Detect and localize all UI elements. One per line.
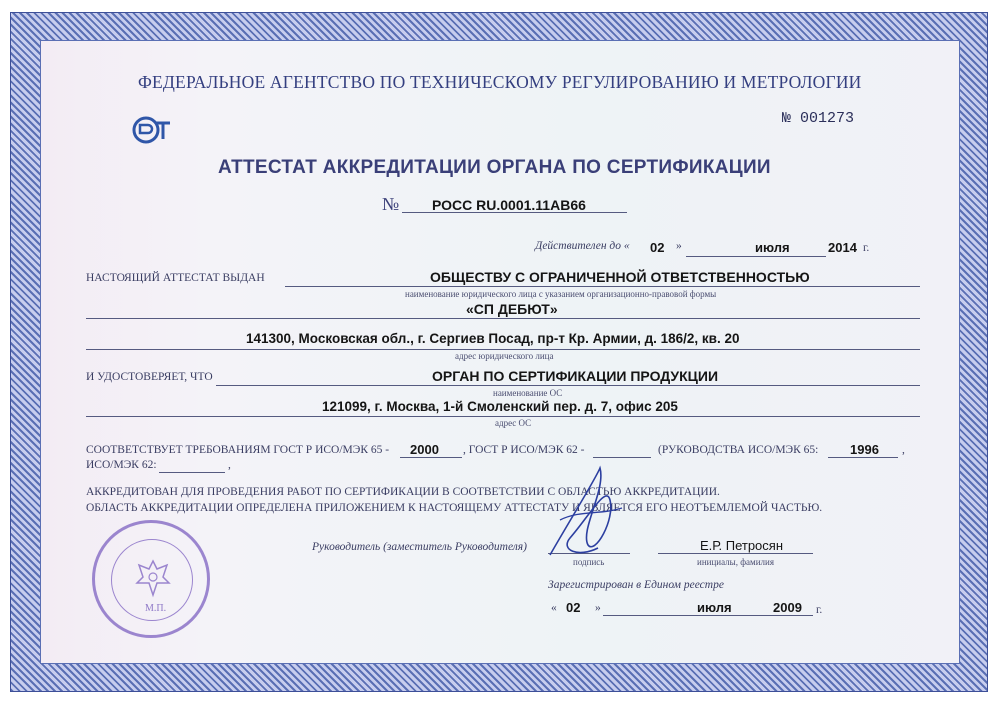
certification-body-name: ОРГАН ПО СЕРТИФИКАЦИИ ПРОДУКЦИИ xyxy=(432,368,719,384)
document-title: АТТЕСТАТ АККРЕДИТАЦИИ ОРГАНА ПО СЕРТИФИКАЦИИ xyxy=(218,157,771,178)
registry-day: 02 xyxy=(566,600,581,615)
gost65-underline xyxy=(400,457,462,458)
compliance-gost62-label: , ГОСТ Р ИСО/МЭК 62 - xyxy=(463,444,585,456)
agency-heading: ФЕДЕРАЛЬНОЕ АГЕНТСТВО ПО ТЕХНИЧЕСКОМУ РЕГУЛИРОВАНИЮ И МЕТРОЛОГИИ xyxy=(138,72,862,92)
guide65-comma: , xyxy=(902,444,905,456)
valid-day: 02 xyxy=(650,240,665,255)
organization-name-line1: ОБЩЕСТВУ С ОГРАНИЧЕННОЙ ОТВЕТСТВЕННОСТЬЮ xyxy=(430,269,810,285)
body-name-caption: наименование ОС xyxy=(493,388,563,398)
head-role-label: Руководитель (заместитель Руководителя) xyxy=(312,541,527,553)
guide62-underline xyxy=(159,472,225,473)
name-underline xyxy=(658,553,813,554)
double-eagle-emblem-icon xyxy=(133,557,173,599)
valid-quote-close: » xyxy=(676,240,682,252)
gost62-underline xyxy=(593,457,651,458)
organization-caption: наименование юридического лица с указанием организационно-правовой формы xyxy=(405,289,717,299)
guide62-comma: , xyxy=(228,459,231,471)
signatory-name: Е.Р. Петросян xyxy=(700,538,783,553)
valid-month-underline xyxy=(686,256,826,257)
stamp-mp-label: М.П. xyxy=(145,603,167,614)
registry-year-suffix: г. xyxy=(816,604,823,616)
accreditation-line1: АККРЕДИТОВАН ДЛЯ ПРОВЕДЕНИЯ РАБОТ ПО СЕРТИФИКАЦИИ В СООТВЕТСТВИИ С ОБЛАСТЬЮ АККРЕДИТАЦИИ. xyxy=(86,486,720,498)
serial-number: № 001273 xyxy=(782,110,855,127)
certifies-label: И УДОСТОВЕРЯЕТ, ЧТО xyxy=(86,371,213,383)
registry-year: 2009 xyxy=(773,600,802,615)
valid-year-suffix: г. xyxy=(863,242,870,254)
legal-address: 141300, Московская обл., г. Сергиев Посад, пр-т Кр. Армии, д. 186/2, кв. 20 xyxy=(246,331,740,346)
legal-address-caption: адрес юридического лица xyxy=(455,351,554,361)
certificate-number: РОСС RU.0001.11АВ66 xyxy=(432,197,586,213)
body-address-underline xyxy=(86,416,920,417)
legal-address-underline xyxy=(86,349,920,350)
registry-quote-open: « xyxy=(551,602,557,614)
gost65-year: 2000 xyxy=(410,442,439,457)
official-seal xyxy=(92,520,210,638)
number-sign: № xyxy=(382,194,400,214)
compliance-guide62-label: ИСО/МЭК 62: xyxy=(86,459,157,471)
accreditation-line2: ОБЛАСТЬ АККРЕДИТАЦИИ ОПРЕДЕЛЕНА ПРИЛОЖЕНИЕМ К НАСТОЯЩЕМУ АТТЕСТАТУ И ЯВЛЯЕТСЯ ЕГО НЕОТЪЕМЛЕМОЙ ЧАСТЬЮ. xyxy=(86,502,823,514)
signature-caption: подпись xyxy=(573,557,605,567)
issued-label: НАСТОЯЩИЙ АТТЕСТАТ ВЫДАН xyxy=(86,272,265,284)
compliance-guide65-label: (РУКОВОДСТВА ИСО/МЭК 65: xyxy=(658,444,819,456)
issued-underline xyxy=(285,286,920,287)
guide65-year: 1996 xyxy=(850,442,879,457)
name-caption: инициалы, фамилия xyxy=(697,557,774,567)
certification-body-address: 121099, г. Москва, 1-й Смоленский пер. д. 7, офис 205 xyxy=(322,399,678,414)
compliance-gost65-label: СООТВЕТСТВУЕТ ТРЕБОВАНИЯМ ГОСТ Р ИСО/МЭК 65 - xyxy=(86,444,390,456)
body-name-underline xyxy=(216,385,920,386)
valid-month: июля xyxy=(755,240,790,255)
valid-year: 2014 xyxy=(828,240,857,255)
registry-date-underline xyxy=(603,615,813,616)
registry-quote-close: » xyxy=(595,602,601,614)
guide65-underline xyxy=(828,457,898,458)
registry-month: июля xyxy=(697,600,732,615)
rst-logo-icon xyxy=(132,115,174,145)
organization-line2-underline xyxy=(86,318,920,319)
handwritten-signature-icon xyxy=(540,460,630,570)
organization-name-line2: «СП ДЕБЮТ» xyxy=(466,301,558,317)
registry-label: Зарегистрирован в Едином реестре xyxy=(548,579,724,591)
body-address-caption: адрес ОС xyxy=(495,418,532,428)
valid-until-label: Действителен до « xyxy=(535,240,630,252)
